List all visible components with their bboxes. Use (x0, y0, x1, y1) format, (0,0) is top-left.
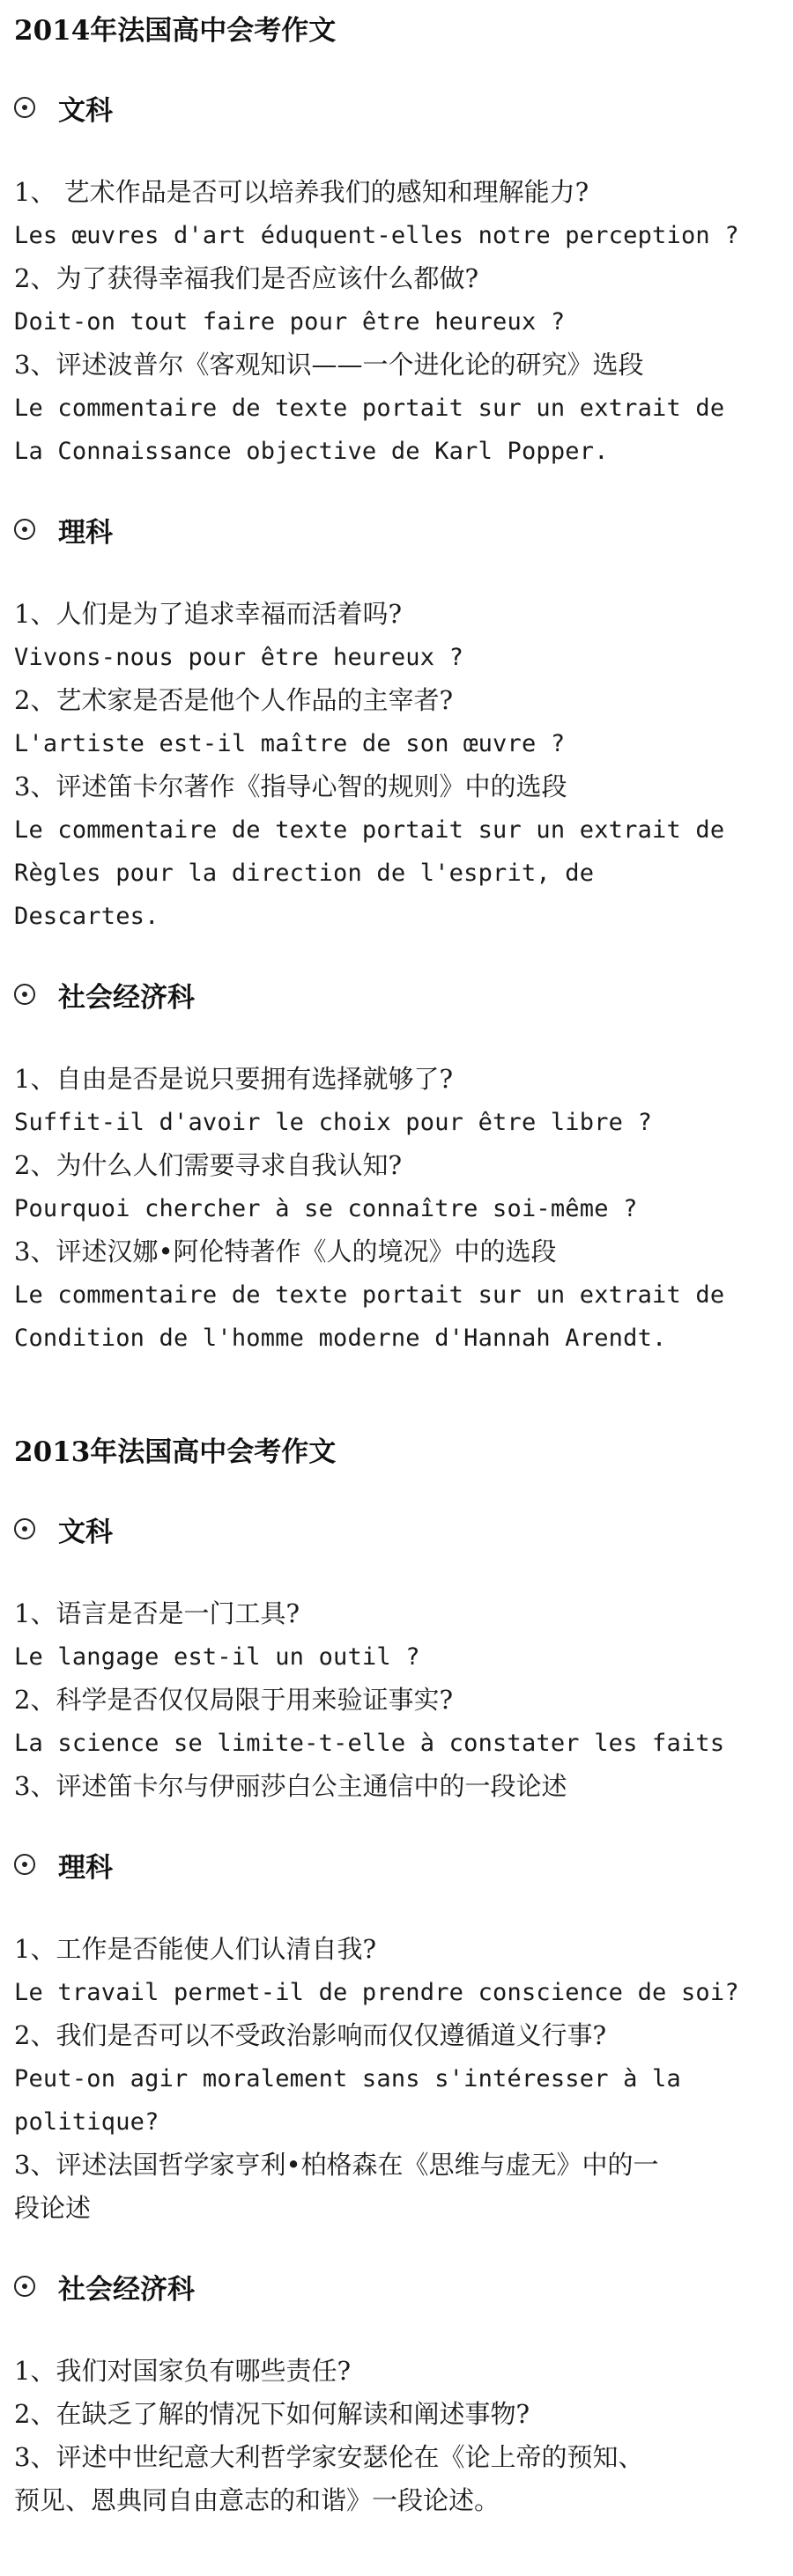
circled-dot-icon (14, 984, 35, 1005)
year-title: 2013年法国高中会考作文 (14, 1436, 337, 1468)
question-line-chinese: 2、为了获得幸福我们是否应该什么都做? (14, 263, 478, 293)
question-line-chinese: 3、评述波普尔《客观知识——一个进化论的研究》选段 (14, 350, 644, 380)
question-line-french: Pourquoi chercher à se connaître soi-même ? (14, 1195, 638, 1222)
section-header (14, 973, 779, 1015)
subject-section (14, 86, 779, 473)
question-line-french: Le travail permet-il de prendre conscience de soi? (14, 1979, 739, 2006)
exam-year-block (14, 1421, 779, 2522)
year-spacer (14, 1360, 779, 1421)
question-line-chinese: 3、评述笛卡尔著作《指导心智的规则》中的选段 (14, 771, 567, 801)
section-header (14, 86, 779, 129)
question-line-chinese: 3、评述中世纪意大利哲学家安瑟伦在《论上帝的预知、 (14, 2442, 644, 2472)
question-line-chinese: 2、艺术家是否是他个人作品的主宰者? (14, 685, 453, 715)
circled-dot-icon (14, 2276, 35, 2297)
question-line-french: politique? (14, 2108, 159, 2136)
circled-dot-icon (14, 1854, 35, 1875)
subject-section (14, 2265, 779, 2522)
question-line-french: Les œuvres d'art éduquent-elles notre perception ? (14, 222, 739, 249)
section-header (14, 1843, 779, 1886)
question-line-french: Doit-on tout faire pour être heureux ? (14, 308, 566, 336)
question-line-chinese: 3、评述汉娜•阿伦特著作《人的境况》中的选段 (14, 1236, 557, 1266)
question-line-french: Le commentaire de texte portait sur un extrait de (14, 1281, 725, 1309)
question-line-french: Vivons-nous pour être heureux ? (14, 644, 464, 671)
question-line-chinese: 3、评述笛卡尔与伊丽莎白公主通信中的一段论述 (14, 1771, 567, 1801)
subject-section (14, 973, 779, 1360)
circled-dot-icon (14, 1518, 35, 1539)
exam-year-block (14, 0, 779, 1360)
question-line-french: Suffit-il d'avoir le choix pour être libre ? (14, 1109, 653, 1136)
question-line-chinese: 3、评述法国哲学家亨利•柏格森在《思维与虚无》中的一 (14, 2150, 659, 2180)
question-line-chinese: 2、我们是否可以不受政治影响而仅仅遵循道义行事? (14, 2020, 606, 2050)
question-line-chinese: 1、工作是否能使人们认清自我? (14, 1934, 376, 1964)
section-header (14, 1508, 779, 1550)
subject-section (14, 1508, 779, 1808)
question-line-chinese: 2、科学是否仅仅局限于用来验证事实? (14, 1685, 453, 1715)
question-line-french: Descartes. (14, 903, 159, 930)
question-line-french: Le langage est-il un outil ? (14, 1643, 420, 1671)
question-line-french: Règles pour la direction de l'esprit, de (14, 860, 595, 887)
circled-dot-icon (14, 519, 35, 540)
subject-section (14, 508, 779, 938)
question-line-french: La Connaissance objective de Karl Popper. (14, 438, 609, 465)
question-line-chinese: 1、人们是为了追求幸福而活着吗? (14, 599, 402, 629)
question-line-french: Peut-on agir moralement sans s'intéresser à la (14, 2065, 681, 2093)
section-title: 社会经济科 (58, 981, 195, 1014)
question-line-chinese: 2、在缺乏了解的情况下如何解读和阐述事物? (14, 2399, 530, 2429)
question-line-chinese: 1、 艺术作品是否可以培养我们的感知和理解能力? (14, 177, 589, 207)
circled-dot-icon (14, 97, 35, 118)
section-title: 理科 (58, 1851, 113, 1884)
question-line-french: Le commentaire de texte portait sur un extrait de (14, 816, 725, 844)
section-header (14, 2265, 779, 2307)
subject-section (14, 1843, 779, 2230)
question-line-chinese: 1、语言是否是一门工具? (14, 1598, 300, 1628)
section-title: 文科 (58, 94, 113, 127)
question-line-chinese: 预见、恩典同自由意志的和谐》一段论述。 (14, 2485, 500, 2515)
question-line-chinese: 段论述 (14, 2193, 92, 2223)
question-line-chinese: 1、我们对国家负有哪些责任? (14, 2356, 351, 2386)
question-line-french: Le commentaire de texte portait sur un extrait de (14, 395, 725, 422)
section-header (14, 508, 779, 550)
year-title: 2014年法国高中会考作文 (14, 15, 337, 47)
section-title: 社会经济科 (58, 2273, 195, 2306)
question-line-french: L'artiste est-il maître de son œuvre ? (14, 730, 566, 757)
question-line-french: Condition de l'homme moderne d'Hannah Arendt. (14, 1325, 667, 1352)
question-line-french: La science se limite-t-elle à constater les faits (14, 1730, 725, 1757)
question-line-chinese: 1、自由是否是说只要拥有选择就够了? (14, 1064, 453, 1094)
section-title: 文科 (58, 1516, 113, 1548)
section-title: 理科 (58, 516, 113, 549)
question-line-chinese: 2、为什么人们需要寻求自我认知? (14, 1150, 402, 1180)
